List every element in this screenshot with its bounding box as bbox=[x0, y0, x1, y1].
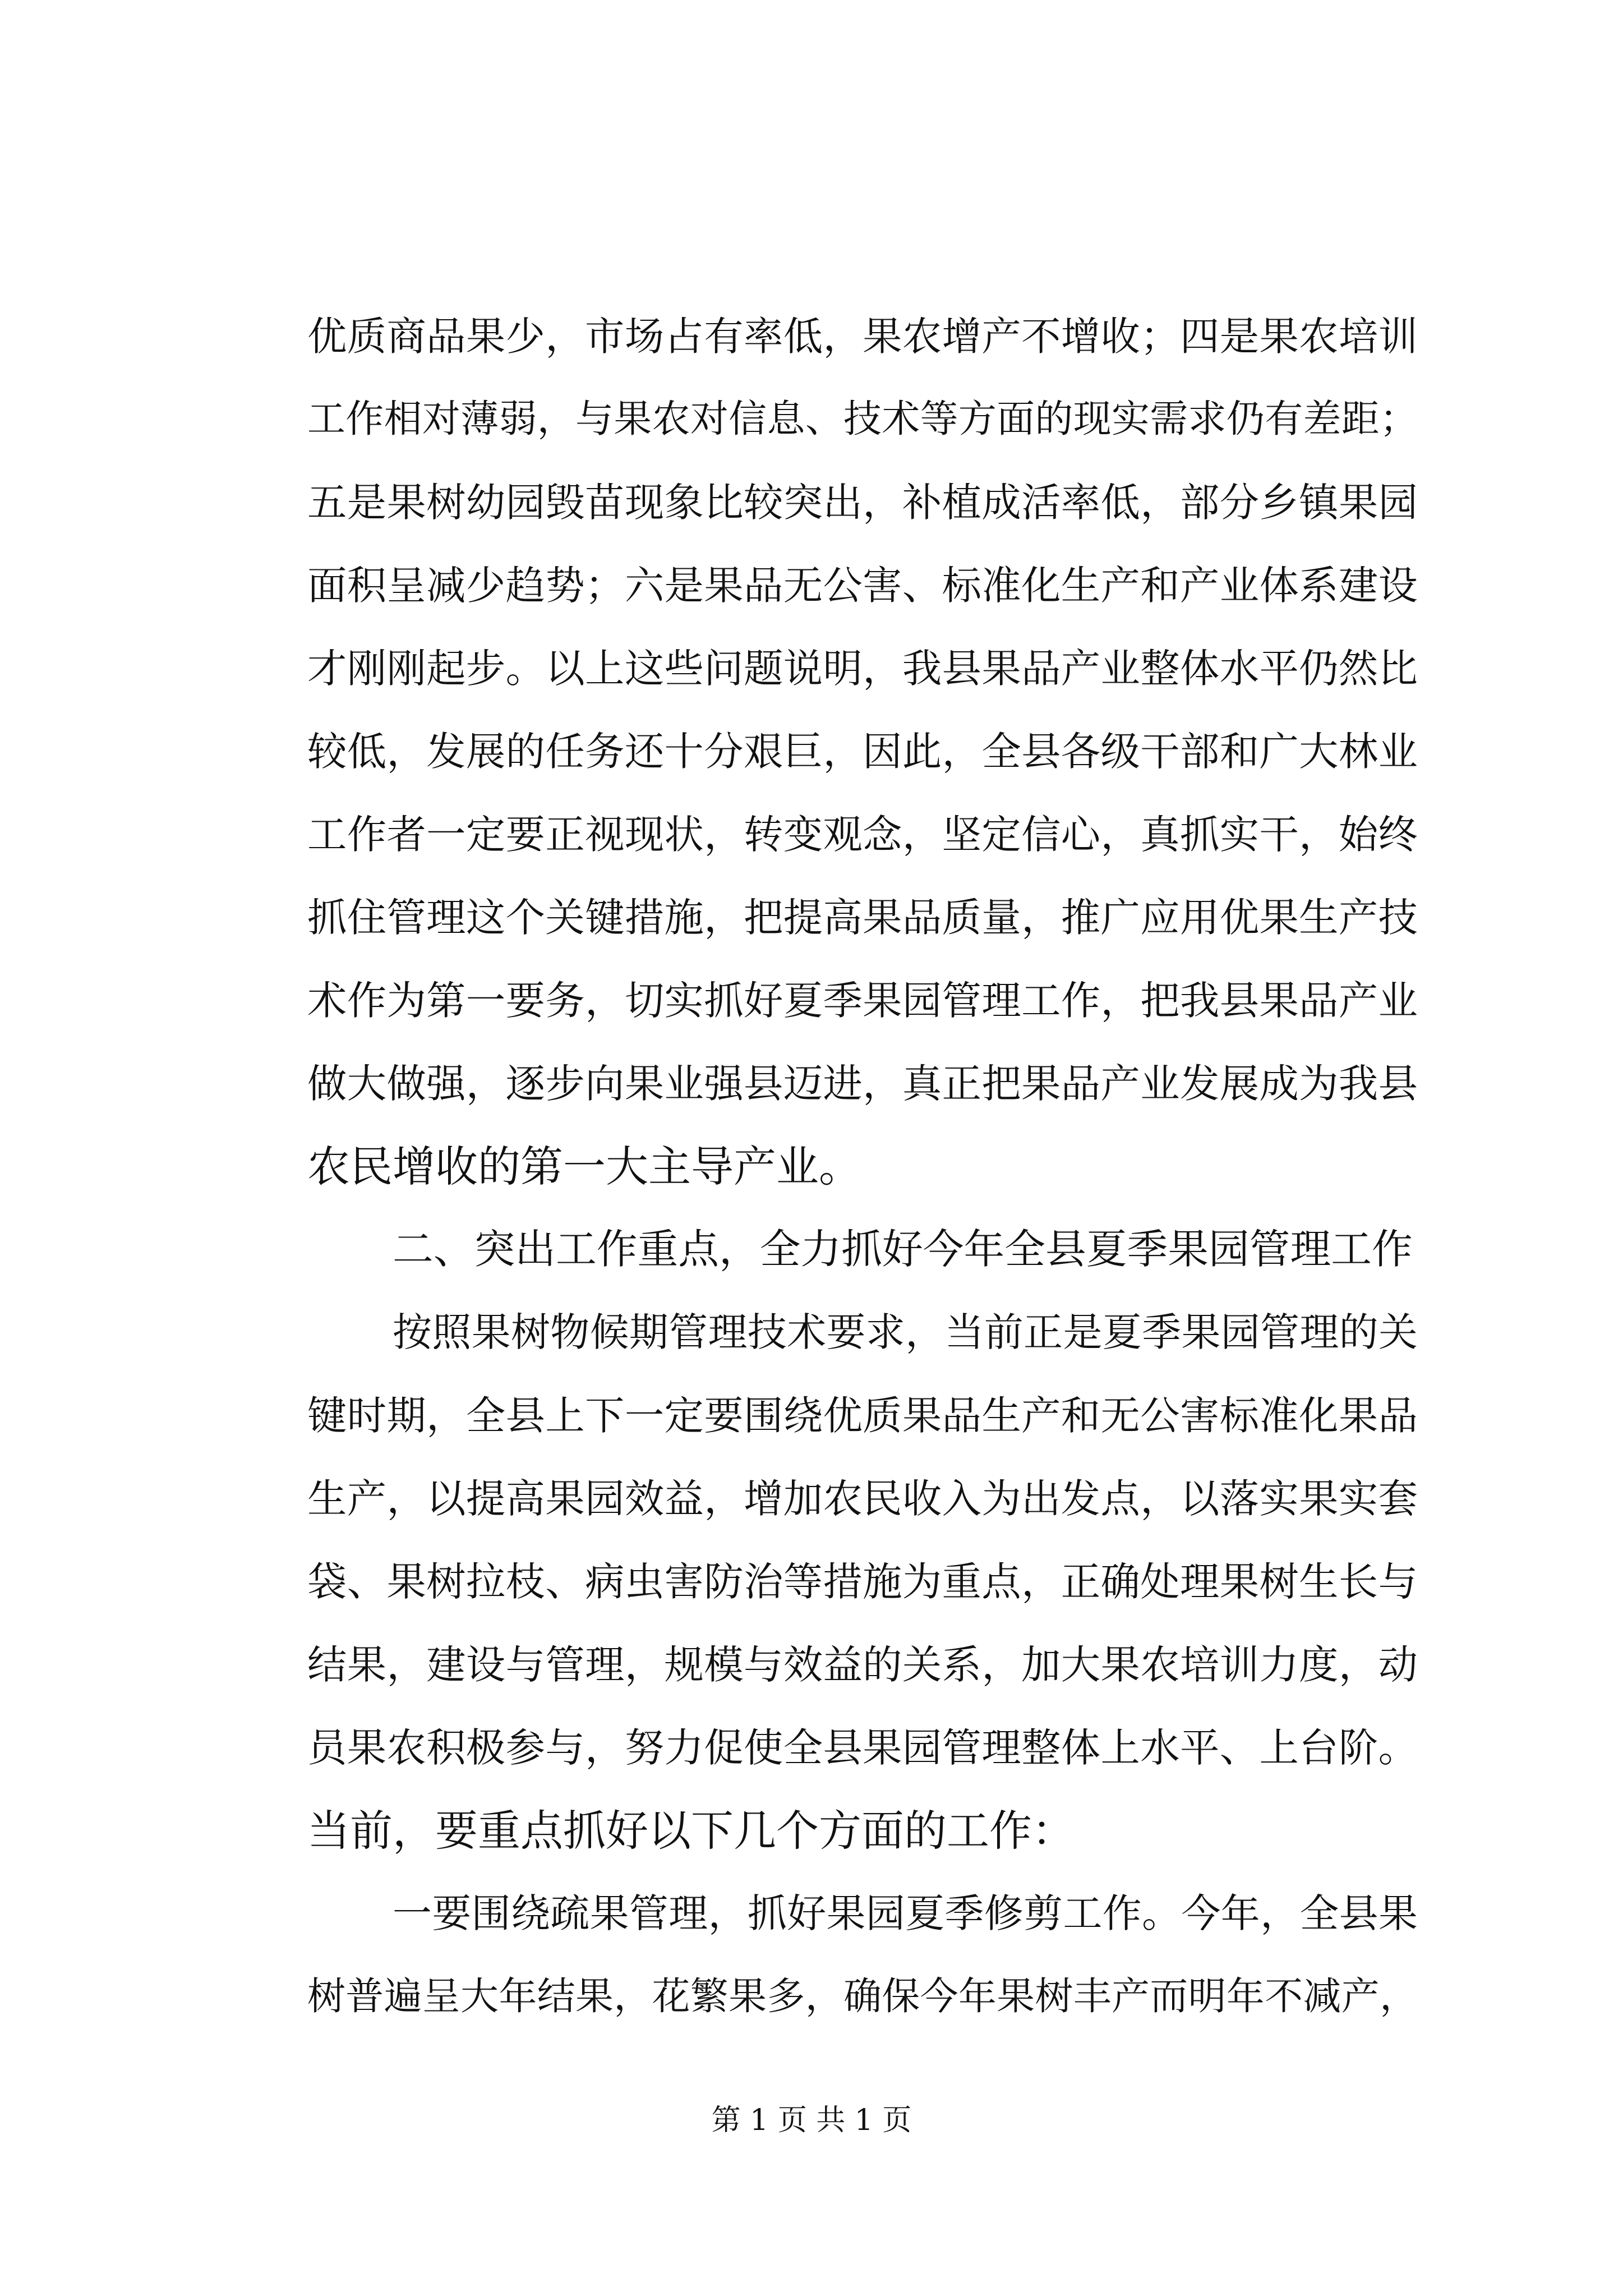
text-line: 做大做强，逐步向果业强县迈进，真正把果品产业发展成为我县 bbox=[307, 1061, 1418, 1107]
text-line: 抓住管理这个关键措施，把提高果品质量，推广应用优果生产技 bbox=[307, 895, 1418, 941]
text-line: 较低，发展的任务还十分艰巨，因此，全县各级干部和广大林业 bbox=[307, 729, 1418, 775]
text-line: 优质商品果少，市场占有率低，果农增产不增收；四是果农培训 bbox=[307, 314, 1418, 360]
text-line: 按照果树物候期管理技术要求，当前正是夏季果园管理的关 bbox=[393, 1310, 1418, 1355]
text-line: 员果农积极参与，努力促使全县果园管理整体上水平、上台阶。 bbox=[307, 1725, 1418, 1771]
text-line: 当前，要重点抓好以下几个方面的工作： bbox=[307, 1806, 1075, 1856]
text-line: 袋、果树拉枝、病虫害防治等措施为重点，正确处理果树生长与 bbox=[307, 1559, 1418, 1605]
text-line: 面积呈减少趋势；六是果品无公害、标准化生产和产业体系建设 bbox=[307, 563, 1418, 609]
text-line: 工作相对薄弱，与果农对信息、技术等方面的现实需求仍有差距； bbox=[307, 397, 1418, 441]
document-body bbox=[307, 295, 1418, 2039]
text-line: 农民增收的第一大主导产业。 bbox=[307, 1142, 861, 1191]
text-line: 生产，以提高果园效益，增加农民收入为出发点，以落实果实套 bbox=[307, 1476, 1418, 1522]
text-line: 键时期，全县上下一定要围绕优质果品生产和无公害标准化果品 bbox=[307, 1393, 1418, 1439]
page-footer: 第 1 页 共 1 页 bbox=[711, 2104, 912, 2137]
text-line: 才刚刚起步。以上这些问题说明，我县果品产业整体水平仍然比 bbox=[307, 646, 1418, 692]
text-line: 工作者一定要正视现状，转变观念，坚定信心，真抓实干，始终 bbox=[307, 812, 1418, 858]
text-line: 树普遍呈大年结果，花繁果多，确保今年果树丰产而明年不减产， bbox=[307, 1975, 1418, 2019]
text-line: 术作为第一要务，切实抓好夏季果园管理工作，把我县果品产业 bbox=[307, 978, 1418, 1024]
text-line: 五是果树幼园毁苗现象比较突出，补植成活率低，部分乡镇果园 bbox=[307, 480, 1418, 526]
text-line: 结果，建设与管理，规模与效益的关系，加大果农培训力度，动 bbox=[307, 1642, 1418, 1688]
section-heading: 二、突出工作重点，全力抓好今年全县夏季果园管理工作 bbox=[393, 1226, 1413, 1273]
text-line: 一要围绕疏果管理，抓好果园夏季修剪工作。今年，全县果 bbox=[393, 1891, 1418, 1936]
